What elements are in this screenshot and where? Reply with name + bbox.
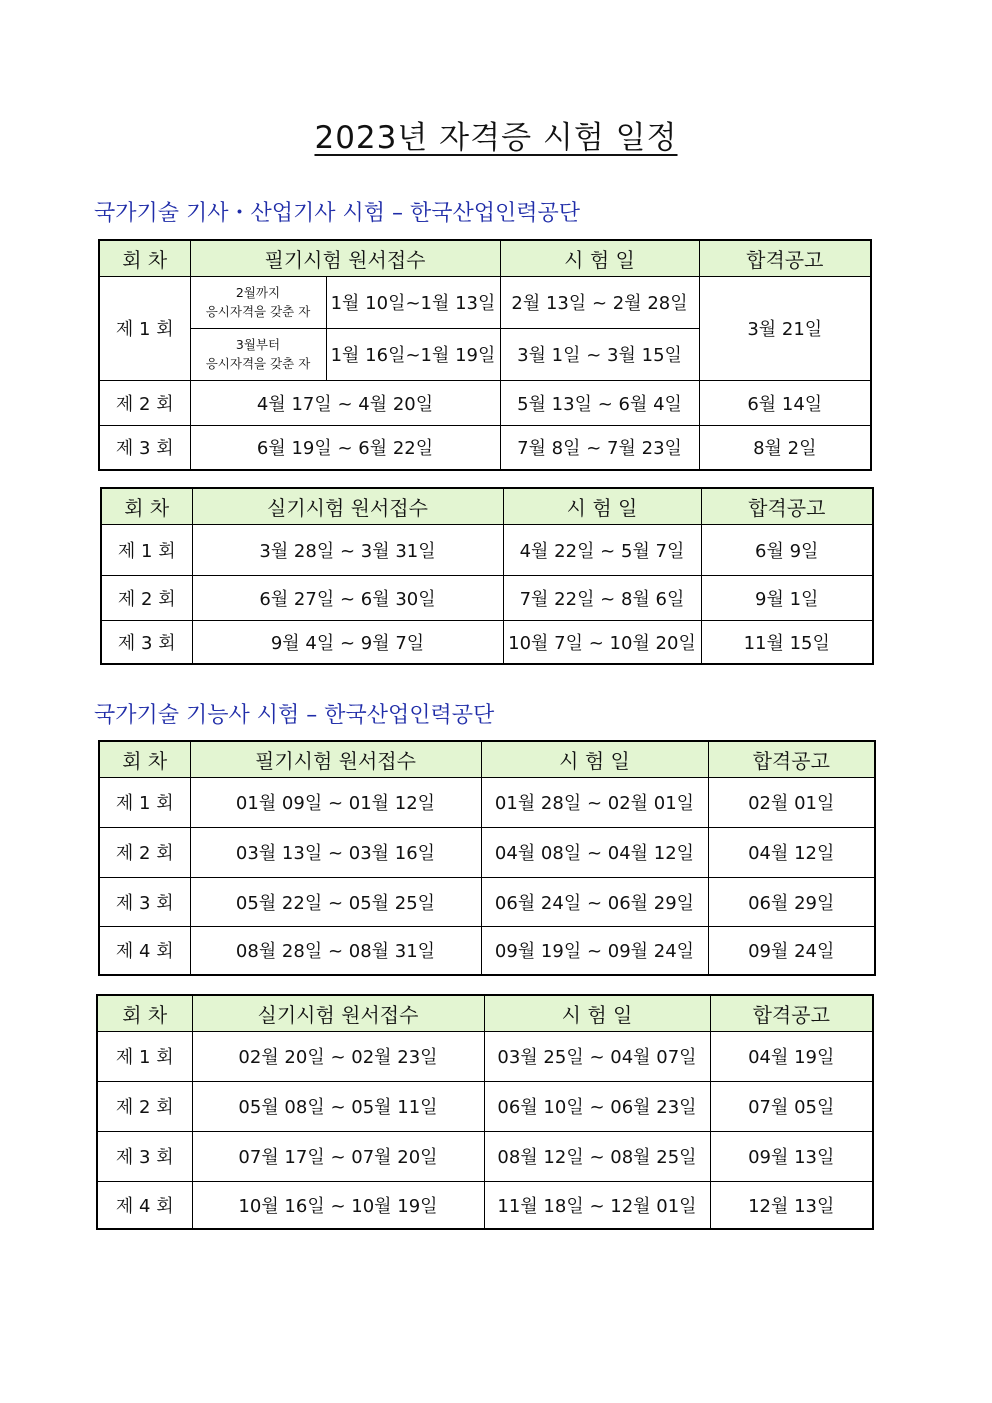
header-result: 합격공고 xyxy=(710,995,873,1031)
exam-cell: 7월 22일 ~ 8월 6일 xyxy=(503,575,701,620)
exam-cell: 01월 28일 ~ 02월 01일 xyxy=(481,777,708,827)
exam-cell: 04월 08일 ~ 04월 12일 xyxy=(481,827,708,877)
round-cell: 제 1 회 xyxy=(99,276,190,380)
table-header-row xyxy=(99,240,871,276)
result-cell: 09월 24일 xyxy=(708,926,875,975)
exam-cell: 10월 7일 ~ 10월 20일 xyxy=(503,620,701,664)
exam-cell: 3월 1일 ~ 3월 15일 xyxy=(500,328,699,380)
round-cell: 제 2 회 xyxy=(99,380,190,425)
apply-cell: 1월 16일~1월 19일 xyxy=(326,328,500,380)
engineer-practical-table xyxy=(100,487,874,665)
eligibility-line1: 3월부터 xyxy=(235,337,281,352)
apply-cell: 05월 08일 ~ 05월 11일 xyxy=(192,1081,484,1131)
header-exam-date: 시 험 일 xyxy=(481,741,708,777)
result-cell: 06월 29일 xyxy=(708,877,875,926)
craftsman-practical-table xyxy=(96,994,874,1230)
apply-cell: 6월 27일 ~ 6월 30일 xyxy=(192,575,503,620)
apply-cell: 3월 28일 ~ 3월 31일 xyxy=(192,524,503,575)
header-written: 필기시험 원서접수 xyxy=(190,240,500,276)
exam-cell: 03월 25일 ~ 04월 07일 xyxy=(484,1031,710,1081)
exam-cell: 7월 8일 ~ 7월 23일 xyxy=(500,425,699,470)
exam-cell: 4월 22일 ~ 5월 7일 xyxy=(503,524,701,575)
result-cell: 11월 15일 xyxy=(701,620,873,664)
round-cell: 제 3 회 xyxy=(101,620,192,664)
header-result: 합격공고 xyxy=(708,741,875,777)
exam-cell: 06월 10일 ~ 06월 23일 xyxy=(484,1081,710,1131)
header-result: 합격공고 xyxy=(701,488,873,524)
header-round: 회 차 xyxy=(99,741,190,777)
result-cell: 6월 9일 xyxy=(701,524,873,575)
table-row xyxy=(97,1181,873,1229)
page-title-text: 2023년 자격증 시험 일정 xyxy=(314,120,678,156)
round-cell: 제 2 회 xyxy=(97,1081,192,1131)
table-row xyxy=(97,1081,873,1131)
header-practical: 실기시험 원서접수 xyxy=(192,995,484,1031)
round-cell: 제 3 회 xyxy=(97,1131,192,1181)
table-row xyxy=(101,620,873,664)
table-row xyxy=(99,276,871,328)
craftsman-written-table xyxy=(98,740,876,976)
header-result: 합격공고 xyxy=(699,240,871,276)
apply-cell: 4월 17일 ~ 4월 20일 xyxy=(190,380,500,425)
header-round: 회 차 xyxy=(97,995,192,1031)
header-practical: 실기시험 원서접수 xyxy=(192,488,503,524)
table-row xyxy=(99,380,871,425)
eligibility-line2: 응시자격을 갖춘 자 xyxy=(205,304,311,319)
header-exam-date: 시 험 일 xyxy=(500,240,699,276)
table-row xyxy=(97,1031,873,1081)
exam-cell: 2월 13일 ~ 2월 28일 xyxy=(500,276,699,328)
eligibility-line2: 응시자격을 갖춘 자 xyxy=(205,356,311,371)
eligibility-line1: 2월까지 xyxy=(235,285,281,300)
result-cell: 12월 13일 xyxy=(710,1181,873,1229)
header-written: 필기시험 원서접수 xyxy=(190,741,481,777)
round-cell: 제 1 회 xyxy=(99,777,190,827)
header-exam-date: 시 험 일 xyxy=(503,488,701,524)
result-cell: 8월 2일 xyxy=(699,425,871,470)
table-header-row xyxy=(101,488,873,524)
result-cell: 04월 12일 xyxy=(708,827,875,877)
exam-cell: 09월 19일 ~ 09월 24일 xyxy=(481,926,708,975)
table-row xyxy=(101,524,873,575)
result-cell: 04월 19일 xyxy=(710,1031,873,1081)
round-cell: 제 3 회 xyxy=(99,877,190,926)
result-cell: 6월 14일 xyxy=(699,380,871,425)
eligibility-cell xyxy=(190,276,326,328)
eligibility-cell xyxy=(190,328,326,380)
table-row xyxy=(99,425,871,470)
apply-cell: 1월 10일~1월 13일 xyxy=(326,276,500,328)
exam-cell: 5월 13일 ~ 6월 4일 xyxy=(500,380,699,425)
round-cell: 제 1 회 xyxy=(101,524,192,575)
apply-cell: 01월 09일 ~ 01월 12일 xyxy=(190,777,481,827)
result-cell: 3월 21일 xyxy=(699,276,871,380)
result-cell: 9월 1일 xyxy=(701,575,873,620)
header-round: 회 차 xyxy=(101,488,192,524)
table-row xyxy=(99,827,875,877)
result-cell: 02월 01일 xyxy=(708,777,875,827)
table-header-row xyxy=(99,741,875,777)
table-row xyxy=(97,1131,873,1181)
page-title xyxy=(0,112,992,157)
round-cell: 제 2 회 xyxy=(99,827,190,877)
apply-cell: 03월 13일 ~ 03월 16일 xyxy=(190,827,481,877)
exam-cell: 08월 12일 ~ 08월 25일 xyxy=(484,1131,710,1181)
table-row xyxy=(101,575,873,620)
round-cell: 제 1 회 xyxy=(97,1031,192,1081)
apply-cell: 07월 17일 ~ 07월 20일 xyxy=(192,1131,484,1181)
apply-cell: 9월 4일 ~ 9월 7일 xyxy=(192,620,503,664)
apply-cell: 08월 28일 ~ 08월 31일 xyxy=(190,926,481,975)
result-cell: 09월 13일 xyxy=(710,1131,873,1181)
round-cell: 제 4 회 xyxy=(99,926,190,975)
apply-cell: 6월 19일 ~ 6월 22일 xyxy=(190,425,500,470)
engineer-written-table xyxy=(98,239,872,471)
section-heading-engineer: 국가기술 기사・산업기사 시험 – 한국산업인력공단 xyxy=(94,201,581,226)
table-row xyxy=(99,877,875,926)
exam-cell: 06월 24일 ~ 06월 29일 xyxy=(481,877,708,926)
table-row xyxy=(99,926,875,975)
round-cell: 제 2 회 xyxy=(101,575,192,620)
table-header-row xyxy=(97,995,873,1031)
round-cell: 제 3 회 xyxy=(99,425,190,470)
apply-cell: 10월 16일 ~ 10월 19일 xyxy=(192,1181,484,1229)
header-exam-date: 시 험 일 xyxy=(484,995,710,1031)
apply-cell: 05월 22일 ~ 05월 25일 xyxy=(190,877,481,926)
result-cell: 07월 05일 xyxy=(710,1081,873,1131)
header-round: 회 차 xyxy=(99,240,190,276)
apply-cell: 02월 20일 ~ 02월 23일 xyxy=(192,1031,484,1081)
section-heading-craftsman: 국가기술 기능사 시험 – 한국산업인력공단 xyxy=(94,703,495,728)
round-cell: 제 4 회 xyxy=(97,1181,192,1229)
table-row xyxy=(99,777,875,827)
exam-cell: 11월 18일 ~ 12월 01일 xyxy=(484,1181,710,1229)
